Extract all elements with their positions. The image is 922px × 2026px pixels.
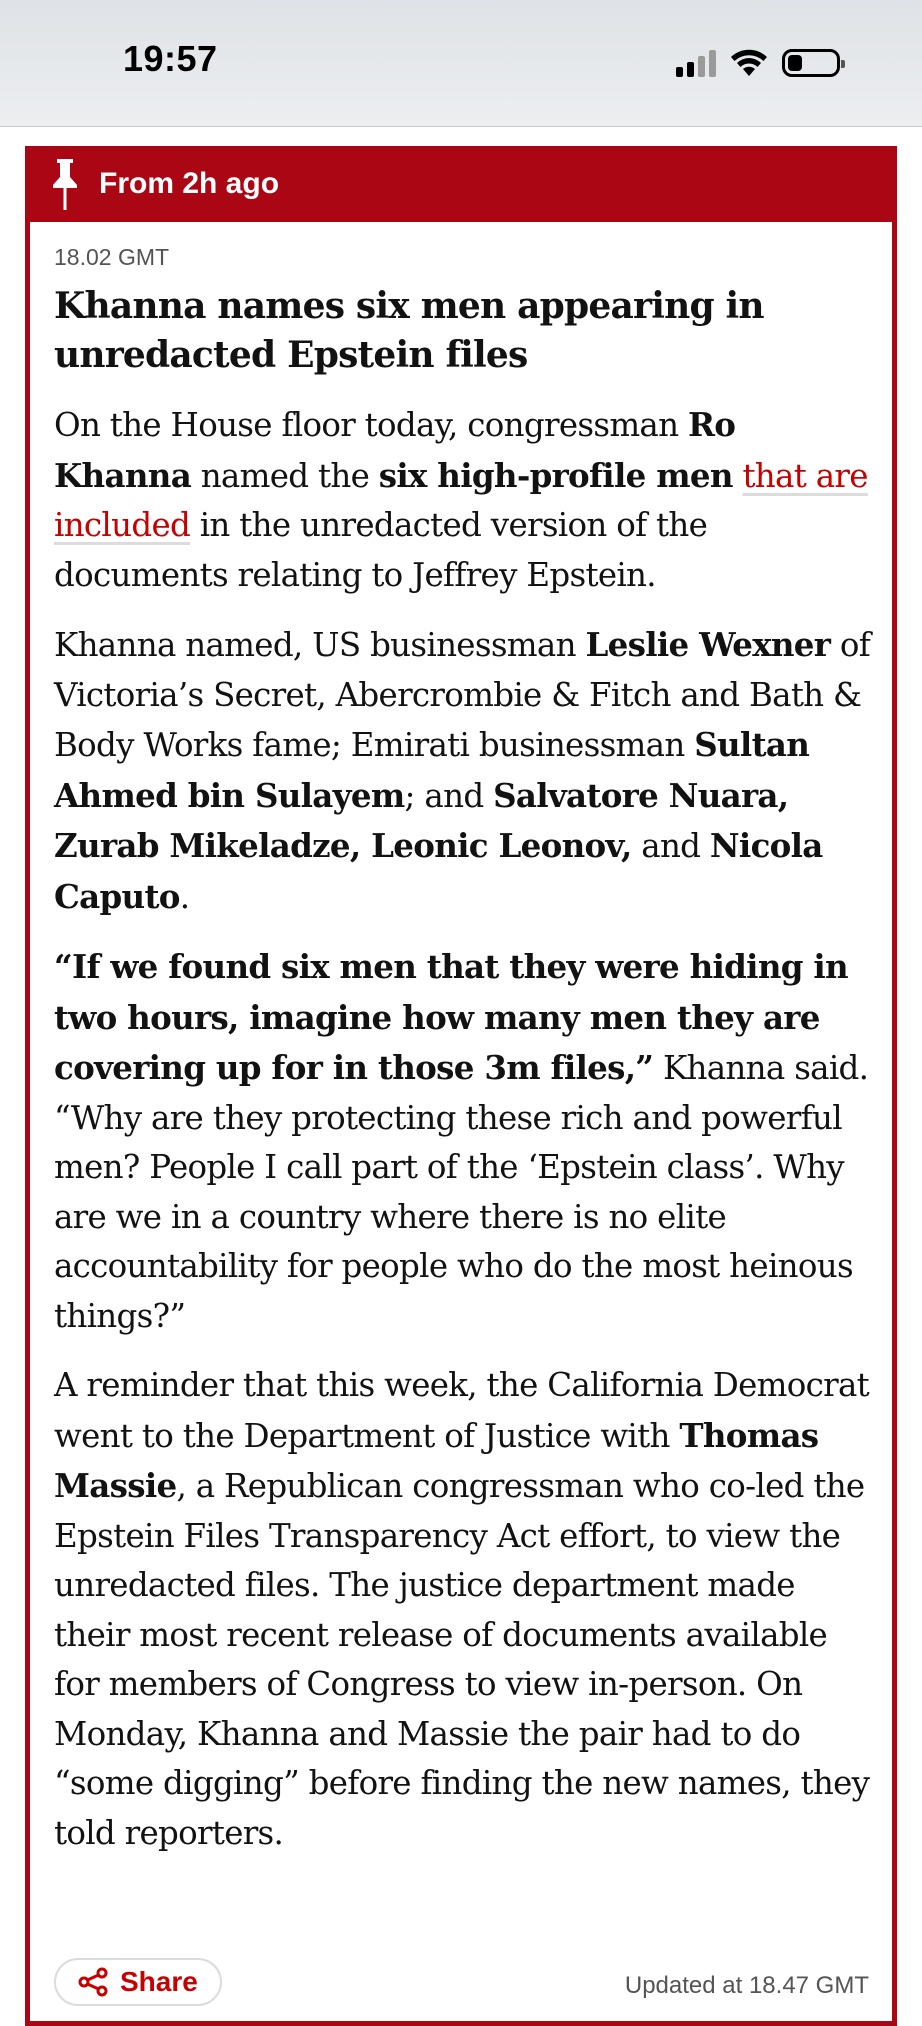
pin-icon (49, 157, 81, 211)
post-footer (54, 1958, 869, 2010)
status-time: 19:57 (123, 38, 218, 79)
pinned-post-banner (25, 146, 897, 222)
status-icons (676, 46, 840, 80)
share-label: Share (120, 1966, 198, 1997)
post-headline: Khanna names six men appearing in unredacted Epstein files (54, 285, 764, 376)
paragraph-1: On the House floor today, congressman Ro Khanna named the six high-profile men that are included in the unredacted version of the documents relating to Jeffrey Epstein. (54, 405, 868, 594)
post-timestamp[interactable]: 18.02 GMT (54, 244, 170, 270)
status-bar (0, 0, 922, 127)
share-button[interactable] (54, 1958, 222, 2006)
paragraph-2: Khanna named, US businessman Leslie Wexner of Victoria’s Secret, Abercrombie & Fitch and Bath & Body Works fame; Emirati businessman Sultan Ahmed bin Sulayem; and Salvatore Nuara, Zurab Mikeladze, Leonic Leonov, and Nicola Caputo. (54, 625, 871, 916)
article-link[interactable]: that are included (54, 456, 868, 544)
cellular-signal-icon (676, 49, 716, 77)
battery-icon (782, 49, 840, 77)
post-content (54, 222, 874, 1858)
wifi-icon (730, 48, 768, 78)
pinned-label: From 2h ago (99, 167, 280, 200)
paragraph-4: A reminder that this week, the California Democrat went to the Department of Justice with Thomas Massie, a Republican congressman who co-led the Epstein Files Transparency Act effort, to view the unredacted files. The justice department made their most recent release of documents available for members of Congress to view in-person. On Monday, Khanna and Massie the pair had to do “some digging” before finding the new names, they told reporters. (54, 1366, 870, 1852)
updated-timestamp: Updated at 18.47 GMT (624, 1972, 869, 1999)
share-icon (78, 1967, 108, 1997)
paragraph-3: “If we found six men that they were hiding in two hours, imagine how many men they are covering up for in those 3m files,” Khanna said. “Why are they protecting these rich and powerful men? People I call part of the ‘Epstein class’. Why are we in a country where there is no elite accountability for people who do the most heinous things?” (54, 947, 869, 1335)
